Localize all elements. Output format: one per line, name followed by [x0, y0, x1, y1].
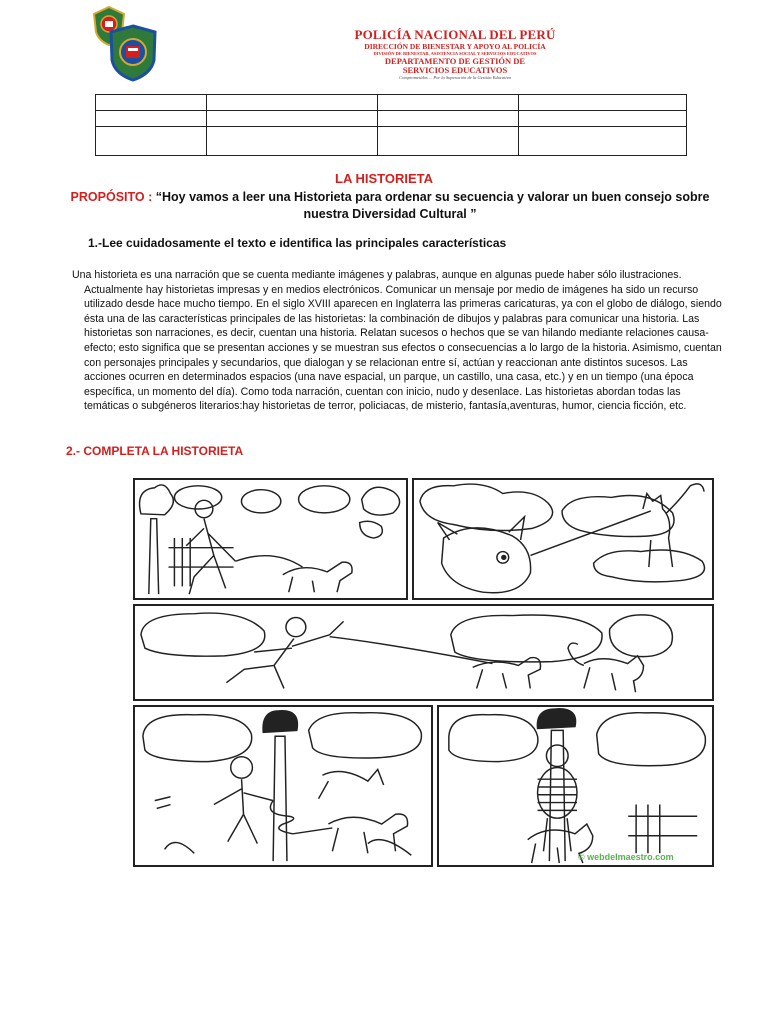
- table-cell[interactable]: [96, 95, 207, 111]
- section-1-heading: 1.-Lee cuidadosamente el texto e identifica las principales características: [88, 236, 507, 250]
- paragraph-first-line: Una historieta es una narración que se cuenta mediante imágenes y palabras, aunque en algunas puede haber sólo ilustraciones.: [72, 269, 682, 281]
- direction-name: DIRECCIÓN DE BIENESTAR Y APOYO AL POLICÍA: [364, 42, 546, 51]
- purpose-text: “Hoy vamos a leer una Historieta para ordenar su secuencia y valorar un buen consejo sobre nuestra Diversidad Cultural ”: [155, 190, 710, 221]
- table-cell[interactable]: [207, 111, 378, 127]
- purpose-label: PROPÓSITO :: [70, 190, 153, 204]
- table-cell[interactable]: [96, 127, 207, 156]
- table-cell[interactable]: [519, 95, 687, 111]
- table-cell[interactable]: [96, 111, 207, 127]
- comic-panel-2: [412, 478, 714, 600]
- table-cell[interactable]: [378, 111, 519, 127]
- division-shield-logo: [108, 24, 158, 82]
- student-info-table: [95, 94, 687, 156]
- comic-panel-3: [133, 604, 714, 701]
- table-cell[interactable]: [378, 127, 519, 156]
- paragraph-rest: Actualmente hay historietas impresas y en medios electrónicos. Comunicar un mensaje por medio de imágenes ha sido un recurso utilizado desde hace mucho tiempo. En el siglo XVIII aparecen en Inglaterra las primeras caricaturas, ya con el globo de diálogo, siendo ésta una de las características principales de las historietas: la combinación de dibujos y palabras para comunicar una historia. Las historietas son narraciones, es decir, cuentan una historia. Relatan sucesos o hechos que se van hilando mediante relaciones causa-efecto; esto significa que se presentan acciones y se muestran sus efectos o consecuencias a lo largo de la historia. Asimismo, cuentan con personajes principales y secundarios, que dialogan y se relacionan entre sí, actúan y reaccionan ante distintos sucesos. Las acciones ocurren en determinados espacios (una nave espacial, un parque, un castillo, una casa, etc.) y en un tiempo (una época específica, un momento del día). Como toda narración, cuentan con inicio, nudo y desenlace. Las historietas abordan todas las temáticas o subgéneros literarios:hay historietas de terror, policiacas, de misterio, fantasía,aventuras, humor, ciencia ficción, etc.: [84, 283, 722, 413]
- purpose-statement: [70, 189, 710, 223]
- comic-credit: © webdelmaestro.com: [578, 852, 674, 862]
- institution-name: POLICÍA NACIONAL DEL PERÚ: [354, 27, 556, 42]
- division-name: DIVISIÓN DE BIENESTAR, ASISTENCIA SOCIAL Y SERVICIOS EDUCATIVOS: [373, 51, 537, 56]
- table-cell[interactable]: [207, 95, 378, 111]
- section-2-heading: 2.- COMPLETA LA HISTORIETA: [66, 444, 244, 458]
- table-cell[interactable]: [207, 127, 378, 156]
- page-title: LA HISTORIETA: [335, 171, 433, 186]
- institution-header: [340, 28, 570, 81]
- table-cell[interactable]: [378, 95, 519, 111]
- comic-panel-4: [133, 705, 433, 867]
- comic-panel-1: [133, 478, 408, 600]
- table-cell[interactable]: [519, 111, 687, 127]
- motto: Comprometidos ... Por la Superación de la Gestión Educativa: [399, 75, 511, 80]
- department-line-2: SERVICIOS EDUCATIVOS: [402, 65, 508, 75]
- body-paragraph: [72, 268, 722, 414]
- comic-panel-5: [437, 705, 714, 867]
- table-cell[interactable]: [519, 127, 687, 156]
- department-line-1: DEPARTAMENTO DE GESTIÓN DE: [384, 56, 526, 66]
